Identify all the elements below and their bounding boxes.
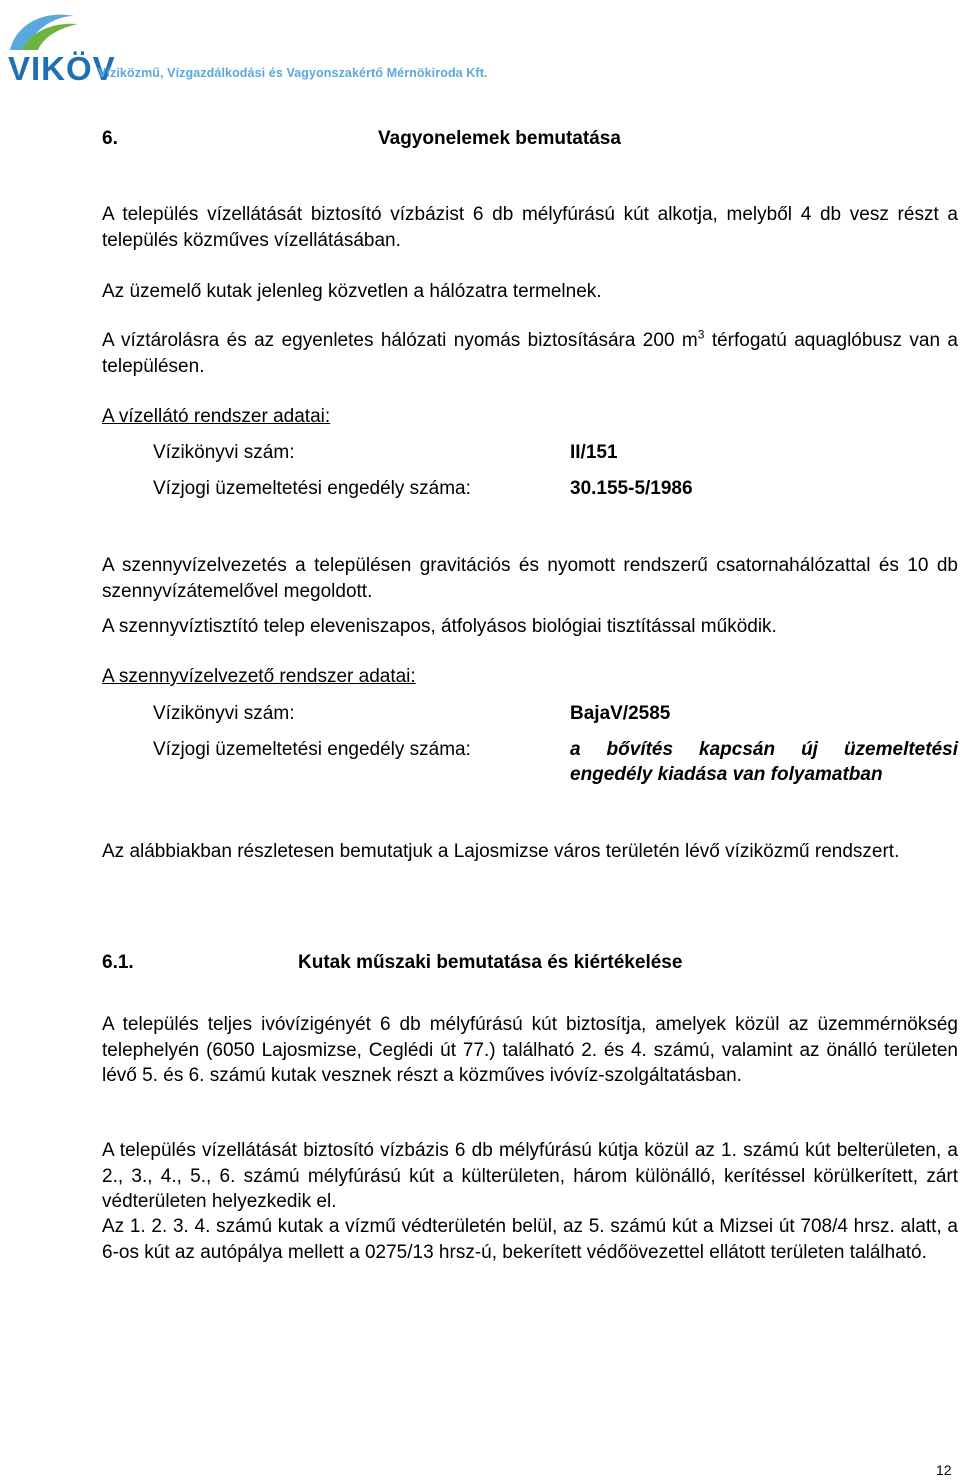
logo-wordmark: VIKÖV	[8, 50, 116, 87]
sewer-system-heading: A szennyvízelvezető rendszer adatai:	[102, 666, 416, 687]
paragraph: A település vízellátását biztosító vízbázis 6 db mélyfúrású kútja közül az 1. számú kút belterületen, a 2., 3., 4., 5., 6. számú mélyfúrású kút a külterületen, három különálló, kerítéssel körülkerített, zárt védterületen helyezkedik el.	[102, 1140, 958, 1213]
paragraph-text: A víztárolásra és az egyenletes hálózati nyomás biztosítására 200 m	[102, 330, 698, 351]
paragraph-text: térfogatú aquaglóbusz van a településen.	[102, 330, 958, 377]
paragraph	[102, 328, 958, 379]
water-permit-value: 30.155-5/1986	[570, 478, 693, 499]
sewer-permit-value-line2: engedély kiadása van folyamatban	[570, 764, 883, 785]
section-number: 6.	[102, 128, 118, 149]
water-registry-label: Vízikönyvi szám:	[153, 442, 295, 463]
paragraph: A település vízellátását biztosító vízbázist 6 db mélyfúrású kút alkotja, melyből 4 db vesz részt a település közműves vízellátásában.	[102, 204, 958, 251]
sewer-registry-label: Vízikönyvi szám:	[153, 703, 295, 724]
paragraph: Az alábbiakban részletesen bemutatjuk a Lajosmizse város területén lévő víziközmű rendszert.	[102, 841, 900, 862]
sewer-permit-label: Vízjogi üzemeltetési engedély száma:	[153, 739, 471, 760]
page-number: 12	[936, 1462, 952, 1478]
paragraph: A szennyvíztisztító telep eleveniszapos, átfolyásos biológiai tisztítással működik.	[102, 616, 777, 637]
sewer-registry-value: BajaV/2585	[570, 703, 671, 724]
water-registry-value: II/151	[570, 442, 618, 463]
paragraph: Az 1. 2. 3. 4. számú kutak a vízmű védterületén belül, az 5. számú kút a Mizsei út 708/4 hrsz. alatt, a 6-os kút az autópálya mellett a 0275/13 hrsz-ú, bekerített védőövezettel ellátott területen található.	[102, 1216, 958, 1263]
section-title: Vagyonelemek bemutatása	[378, 128, 621, 149]
sewer-permit-value-line1: a bővítés kapcsán új üzemeltetési	[570, 739, 958, 760]
paragraph: A település teljes ivóvízigényét 6 db mélyfúrású kút biztosítja, amelyek közül az üzemmérnökség telephelyén (6050 Lajosmizse, Ceglédi út 77.) található 2. és 4. számú, valamint az önálló területen lévő 5. és 6. számú kutak vesznek részt a közműves ivóvíz-szolgáltatásban.	[102, 1014, 958, 1087]
subsection-title: Kutak műszaki bemutatása és kiértékelése	[298, 952, 683, 973]
company-logo	[4, 6, 488, 106]
water-permit-label: Vízjogi üzemeltetési engedély száma:	[153, 478, 471, 499]
subsection-number: 6.1.	[102, 952, 134, 973]
superscript: 3	[697, 327, 705, 342]
paragraph: Az üzemelő kutak jelenleg közvetlen a hálózatra termelnek.	[102, 281, 602, 302]
logo-tagline: Víziközmű, Vízgazdálkodási és Vagyonszakértő Mérnökiroda Kft.	[98, 66, 488, 80]
paragraph: A szennyvízelvezetés a településen gravitációs és nyomott rendszerű csatornahálózattal és 10 db szennyvízátemelővel megoldott.	[102, 555, 958, 602]
water-system-heading: A vízellátó rendszer adatai:	[102, 406, 331, 427]
